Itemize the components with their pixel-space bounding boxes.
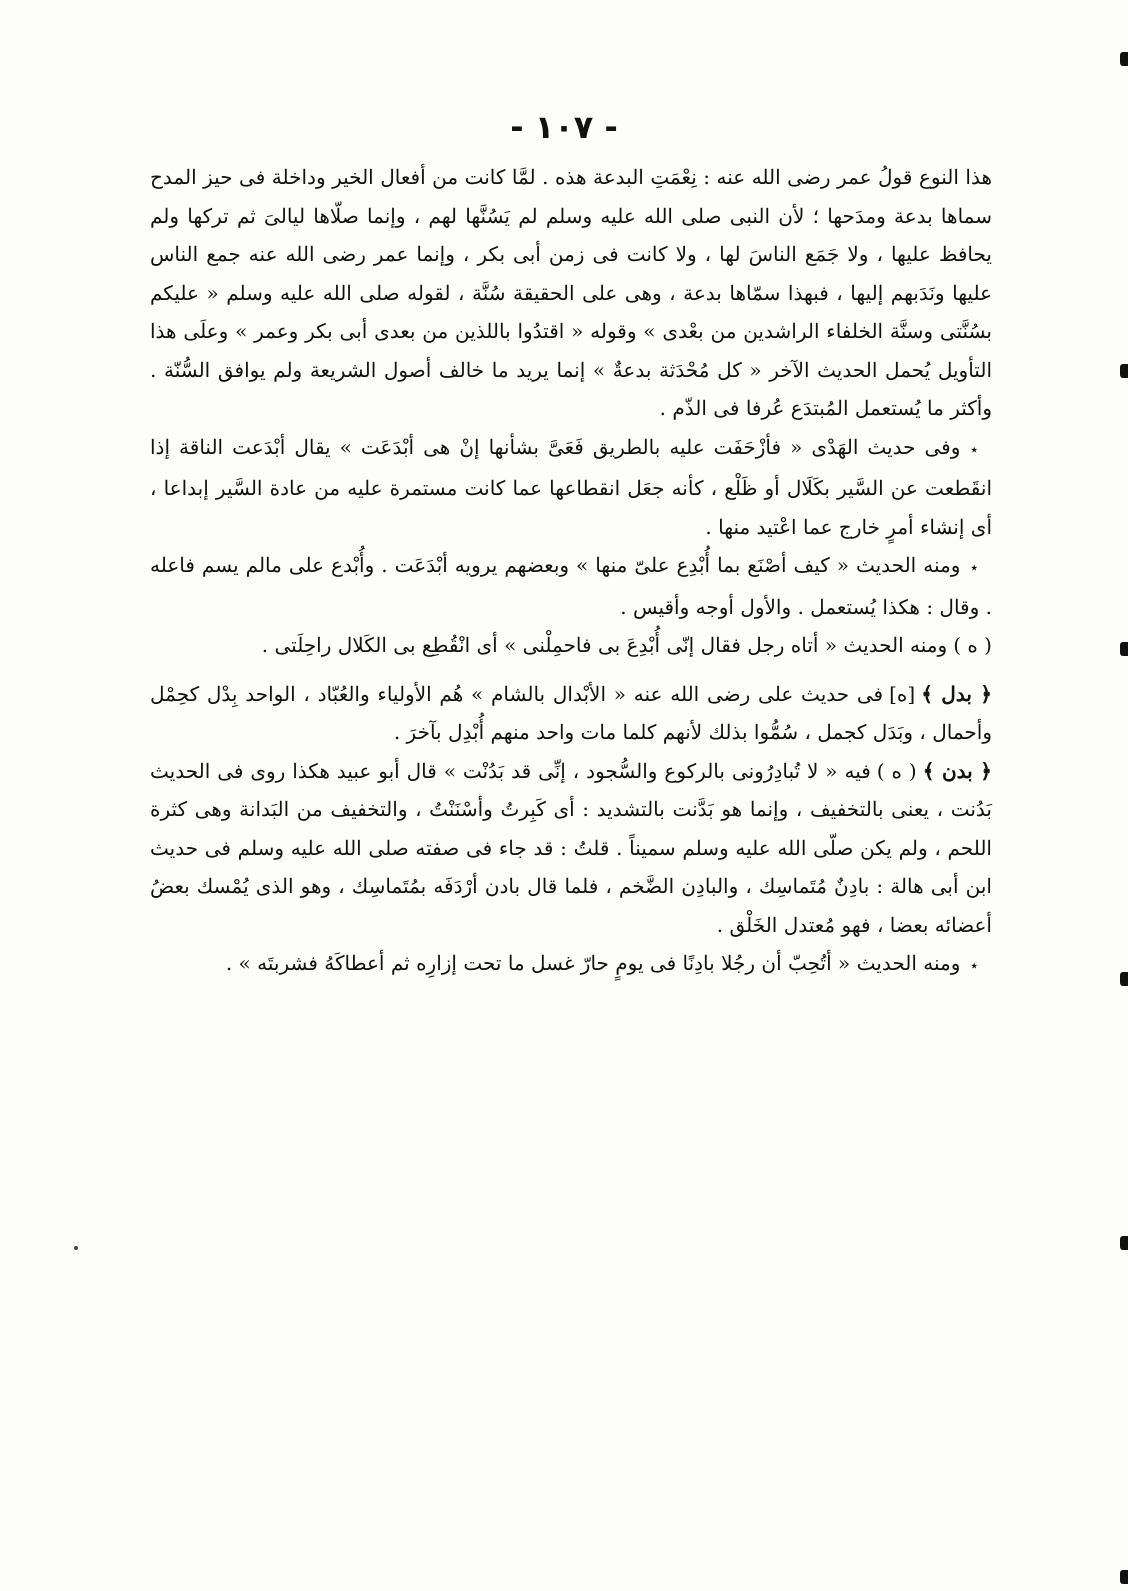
paragraph-text: فى حديث على رضى الله عنه « الأبْدال بالشام » هُم الأولياء والعُبّاد ، الواحد بِدْل كحِمْل وأحمال ، وبَدَل كجمل ، سُمُّوا بذلك لأنهم كلما مات واحد منهم أُبْدِل بآخرَ .: [150, 681, 992, 744]
page-body: [150, 158, 992, 986]
paragraph-7: [150, 944, 992, 986]
scan-edge-mark: [1120, 642, 1128, 656]
paragraph-text: هذا النوع قولُ عمر رضى الله عنه : نِعْمَتِ البدعة هذه . لمَّا كانت من أفعال الخير وداخلة فى حيز المدح سماها بدعة ومدَحها ؛ لأن النبى صلى الله عليه وسلم لم يَسُنَّها لهم ، وإنما صلّاها ليالىَ ثم تركها ولم يحافظ عليها ، ولا جَمَع الناسَ لها ، ولا كانت فى زمن أبى بكر ، وإنما عمر رضى الله عنه جمع الناس عليها ونَدَبهم إليها ، فبهذا سمّاها بدعة ، وهى على الحقيقة سُنَّة ، لقوله صلى الله عليه وسلم « عليكم بسُنَّتى وسنَّة الخلفاء الراشدين من بعْدى » وقوله « اقتدُوا باللذين من بعدى أبى بكر وعمر » وعلَى هذا التأويل يُحمل الحديث الآخر « كل مُحْدَثة بدعةٌ » إنما يريد ما خالف أصول الشريعة ولم يوافق السُّنّة . وأكثر ما يُستعمل المُبتدَع عُرفا فى الذّم .: [150, 165, 992, 420]
paragraph-text: ومنه الحديث « كيف أصْنَع بما أُبْدِع علىّ منها » وبعضهم يرويه أبْدَعَت . وأُبْدع على مالم يسم فاعله . وقال : هكذا يُستعمل . والأول أوجه وأقيس .: [150, 553, 992, 619]
paragraph-2: [150, 428, 992, 547]
source-marker: ( ه ): [876, 758, 917, 783]
scan-edge-mark: [1120, 52, 1128, 66]
scan-edge-mark: [1120, 1570, 1128, 1584]
page-number: - ١٠٧ -: [510, 108, 618, 146]
asterisk-marker: ٭: [970, 560, 978, 576]
entry-heading: ﴿ بدن ﴾: [922, 758, 992, 783]
paragraph-text: ومنه الحديث « أتُحِبّ أن رجُلا بادِنًا فى يومٍ حارّ غسل ما تحت إزارِه ثم أعطاكَهُ فشربتَه » .: [225, 951, 961, 975]
paragraph-3: [150, 546, 992, 626]
paragraph-5: [150, 675, 992, 752]
paragraph-1: [150, 158, 992, 428]
paragraph-6: [150, 752, 992, 945]
scan-speck: [74, 1246, 78, 1250]
paragraph-text: وفى حديث الهَدْى « فأزْحَفَت عليه بالطريق فَعَىَّ بشأنها إنْ هى أبْدَعَت » يقال أبْدَعت الناقة إذا انقَطعت عن السَّير بكَلَال أو ظَلْع ، كأنه جعَل انقطاعها عما كانت مستمرة عليه من عادة السَّير إبداعا ، أى إنشاء أمرٍ خارج عما اعْتيد منها .: [150, 434, 992, 539]
asterisk-marker: ٭: [970, 958, 978, 974]
scan-edge-mark: [1120, 1236, 1128, 1250]
scan-edge-mark: [1120, 972, 1128, 986]
scan-edge-mark: [1120, 364, 1128, 378]
source-marker: [ه]: [889, 681, 916, 706]
source-marker: ( ه ): [953, 633, 992, 657]
paragraph-text: ومنه الحديث « أتاه رجل فقال إنّى أُبْدِعَ بى فاحمِلْنى » أى انْقُطِع بى الكَلال راحِلَتى .: [261, 633, 948, 657]
entry-heading: ﴿ بدل ﴾: [921, 681, 992, 706]
paragraph-4: [150, 626, 992, 665]
asterisk-marker: ٭: [970, 441, 978, 458]
paragraph-text: فيه « لا تُبادِرُونى بالركوع والسُّجود ، إنِّى قد بَدُنْت » قال أبو عبيد هكذا روى فى الحديث بَدُنت ، يعنى بالتخفيف ، وإنما هو بَدَّنت بالتشديد : أى كَبِرتُ وأسْنَنْتُ ، والتخفيف من البَدانة وهى كثرة اللحم ، ولم يكن صلّى الله عليه وسلم سميناً . قلتُ : قد جاء فى صفته صلى الله عليه وسلم فى حديث ابن أبى هالة : بادِنٌ مُتَماسِك ، والبادِن الضَّخم ، فلما قال بادن أرْدَفَه بمُتَماسِك ، وهو الذى يُمْسك بعضُ أعضائه بعضا ، فهو مُعتدل الخَلْق .: [150, 758, 992, 937]
